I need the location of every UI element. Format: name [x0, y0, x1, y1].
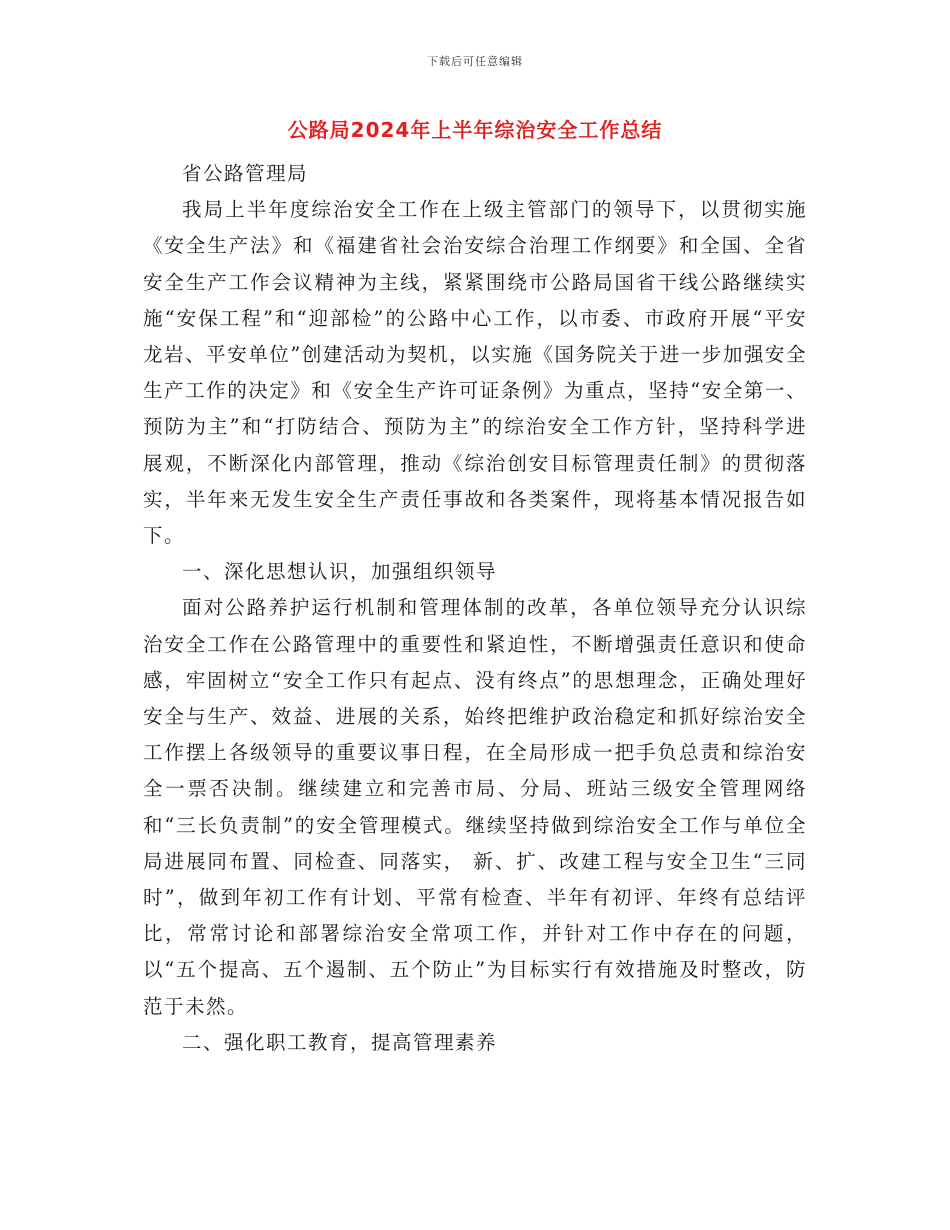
header-note: 下载后可任意编辑 — [427, 55, 523, 68]
intro-paragraph: 我局上半年度综治安全工作在上级主管部门的领导下，以贯彻实施《安全生产法》和《福建省社会治安综合治理工作纲要》和全国、全省安全生产工作会议精神为主线，紧紧围绕市公路局国省干线公路继续实施“安保工程”和“迎部检”的公路中心工作，以市委、市政府开展“平安龙岩、平安单位”创建活动为契机，以实施《国务院关于进一步加强安全生产工作的决定》和《安全生产许可证条例》为重点，坚持“安全第一、预防为主”和“打防结合、预防为主”的综治安全工作方针，坚持科学进展观，不断深化内部管理，推动《综治创安目标管理责任制》的贯彻落实，半年来无发生安全生产责任事故和各类案件，现将基本情况报告如下。 — [143, 198, 807, 548]
document-title: 公路局2024年上半年综治安全工作总结 — [287, 118, 663, 142]
section-1-paragraph: 面对公路养护运行机制和管理体制的改革，各单位领导充分认识综治安全工作在公路管理中的重要性和紧迫性，不断增强责任意识和使命感，牢固树立“安全工作只有起点、没有终点”的思想理念，正确处理好安全与生产、效益、进展的关系，始终把维护政治稳定和抓好综治安全工作摆上各级领导的重要议事日程，在全局形成一把手负总责和综治安全一票否决制。继续建立和完善市局、分局、班站三级安全管理网络和“三长负责制”的安全管理模式。继续坚持做到综治安全工作与单位全局进展同布置、同检查、同落实， 新、扩、改建工程与安全卫生“三同时”，做到年初工作有计划、平常有检查、半年有初评、年终有总结评比，常常讨论和部署综治安全常项工作，并针对工作中存在的问题，以“五个提高、五个遏制、五个防止”为目标实行有效措施及时整改，防范于未然。 — [143, 596, 807, 1018]
organization-line: 省公路管理局 — [182, 162, 309, 185]
section-2-heading: 二、强化职工教育，提高管理素养 — [182, 1030, 498, 1054]
section-1-heading: 一、深化思想认识，加强组织领导 — [182, 560, 498, 584]
document-body — [143, 156, 807, 1061]
